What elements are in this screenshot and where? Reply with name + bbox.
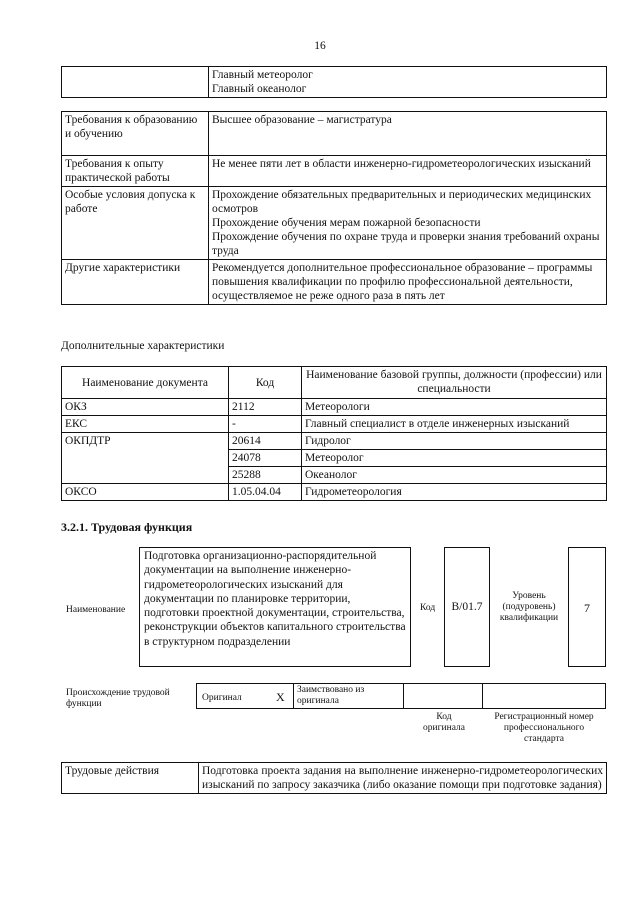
actions-label: Трудовые действия [62, 763, 199, 794]
code-label: Код [420, 603, 436, 613]
page-number: 16 [314, 40, 326, 52]
req-label: Требования к образованию и обучению [62, 112, 209, 156]
code-cell: 25288 [229, 467, 302, 484]
header-code: Код [229, 367, 302, 399]
code-cell: 24078 [229, 450, 302, 467]
req-value: Не менее пяти лет в области инженерно-гидрометеорологических изысканий [209, 156, 607, 187]
table-row [62, 433, 607, 450]
code-cell: 20614 [229, 433, 302, 450]
position-line: Главный океанолог [212, 83, 307, 95]
position-line: Главный метеоролог [212, 69, 313, 81]
name-label: Наименование [66, 605, 126, 615]
level-value: 7 [568, 547, 606, 667]
code-cell: - [229, 416, 302, 433]
origin-row [196, 683, 606, 709]
table-row [62, 399, 607, 416]
requirements-table [61, 111, 607, 305]
header-name: Наименование базовой группы, должности (профессии) или специальности [302, 367, 607, 399]
req-label: Требования к опыту практической работы [62, 156, 209, 187]
req-value: Прохождение обучения по охране труда и проверки знания требований охраны труда [212, 231, 600, 257]
actions-table [61, 762, 607, 794]
doc-cell: ЕКС [62, 416, 229, 433]
origin-mark: X [276, 690, 285, 704]
req-value: Прохождение обучения мерам пожарной безопасности [212, 217, 481, 229]
req-label: Особые условия допуска к работе [62, 187, 209, 260]
doc-cell: ОКЗ [62, 399, 229, 416]
origin-label: Происхождение трудовой функции [66, 688, 170, 709]
additional-table [61, 366, 607, 501]
origin-borrowed: Заимствовано из оригинала [297, 685, 365, 706]
function-code: В/01.7 [444, 547, 490, 667]
name-cell: Океанолог [302, 467, 607, 484]
name-cell: Гидролог [302, 433, 607, 450]
code-cell: 2112 [229, 399, 302, 416]
level-label: Уровень (подуровень) квалификации [499, 591, 559, 623]
req-value: Прохождение обязательных предварительных и периодических медицинских осмотров [212, 189, 592, 215]
name-cell: Метеоролог [302, 450, 607, 467]
reg-caption: Регистрационный номер профессионального стандарта [494, 712, 594, 744]
positions-table [61, 66, 607, 98]
name-cell: Гидрометеорология [302, 484, 607, 501]
req-value: Высшее образование – магистратура [209, 112, 607, 156]
function-name: Подготовка организационно-распорядительной документации на выполнение инженерно-гидрометеорологических изысканий для документации по планировке территории, подготовки проектной документации, строительства, реконструкции объектов капитального строительства в структурном подразделении [139, 547, 411, 667]
table-row [62, 416, 607, 433]
name-cell: Метеорологи [302, 399, 607, 416]
name-cell: Главный специалист в отделе инженерных изысканий [302, 416, 607, 433]
origin-original: Оригинал [202, 693, 242, 703]
req-value: Рекомендуется дополнительное профессиональное образование – программы повышения квалификации по профилю профессиональной деятельности, осуществляемое не реже одного раза в пять лет [209, 260, 607, 305]
header-doc: Наименование документа [62, 367, 229, 399]
code-origin-caption: Код оригинала [423, 712, 465, 733]
doc-cell: ОКСО [62, 484, 229, 501]
function-heading: 3.2.1. Трудовая функция [61, 520, 193, 534]
code-cell: 1.05.04.04 [229, 484, 302, 501]
actions-value: Подготовка проекта задания на выполнение инженерно-гидрометеорологических изысканий по запросу заказчика (либо оказание помощи при подготовке задания) [199, 763, 607, 794]
additional-title: Дополнительные характеристики [61, 340, 225, 352]
table-row [62, 484, 607, 501]
doc-cell: ОКПДТР [62, 433, 229, 484]
req-label: Другие характеристики [62, 260, 209, 305]
